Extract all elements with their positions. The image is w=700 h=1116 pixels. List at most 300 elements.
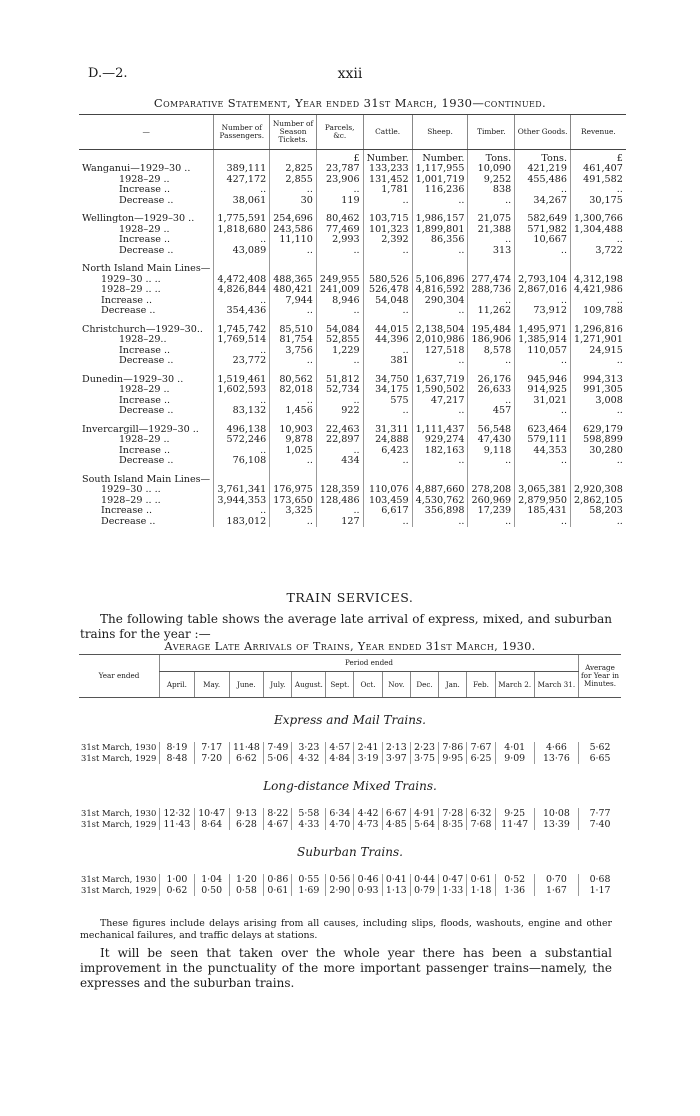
column-header: Revenue. [571, 115, 626, 150]
table-cell: 11,262 [468, 306, 515, 317]
table-cell: 3·75 [410, 753, 438, 764]
spacer-cell [515, 467, 571, 475]
table-cell: 929,274 [412, 435, 468, 446]
unit-cell: Number. [412, 150, 468, 165]
table-cell: 101,323 [363, 225, 412, 236]
table-cell: 526,478 [363, 285, 412, 296]
month-header: July. [264, 672, 292, 698]
table-cell: 6·62 [229, 753, 264, 764]
table-cell: 3,065,381 [515, 485, 571, 496]
table-cell: .. [214, 506, 270, 517]
table-cell: 6·32 [467, 808, 495, 819]
table-cell: 623,464 [515, 425, 571, 436]
year-ended-header: Year ended [79, 655, 160, 698]
table-cell: 2·41 [354, 742, 382, 753]
row-label: Dunedin—1929–30 .. [82, 373, 184, 385]
table-cell: .. [363, 246, 412, 257]
table-cell: 1,229 [316, 346, 363, 357]
table-cell: 0·61 [264, 885, 292, 896]
row-label: 1928–29 .. [119, 173, 170, 185]
table-cell: .. [515, 356, 571, 367]
row-label: Decrease .. [119, 455, 174, 466]
table-cell: 0·68 [579, 874, 622, 885]
table-cell: 34,750 [363, 375, 412, 386]
table-cell: .. [270, 396, 317, 407]
unit-cell: Tons. [515, 150, 571, 165]
table-cell: 44,353 [515, 446, 571, 457]
table-cell: 2,138,504 [412, 325, 468, 336]
table-cell: 52,855 [316, 335, 363, 346]
table-cell: .. [412, 517, 468, 528]
table-cell: 182,163 [412, 446, 468, 457]
table-cell: 2·13 [382, 742, 410, 753]
table-cell: 4,530,762 [412, 496, 468, 507]
table-cell: 5·58 [292, 808, 326, 819]
month-header: May. [194, 672, 229, 698]
table-cell: .. [515, 296, 571, 307]
table-cell: 9,878 [270, 435, 317, 446]
table-cell: 4·70 [326, 819, 354, 830]
section-caption: Suburban Trains. [297, 844, 403, 859]
table-cell: 6·25 [467, 753, 495, 764]
table-cell: .. [571, 356, 626, 367]
row-label: Wanganui—1929–30 .. [82, 163, 191, 174]
table-cell: 1,025 [270, 446, 317, 457]
empty-cell [270, 264, 317, 275]
table-cell: .. [363, 346, 412, 357]
table-cell: 254,696 [270, 214, 317, 225]
table-cell: 2,793,104 [515, 275, 571, 286]
table-cell: 3,944,353 [214, 496, 270, 507]
table-cell: 4,472,408 [214, 275, 270, 286]
row-label: 1928–29 .. .. [101, 284, 161, 295]
table-cell: 127,518 [412, 346, 468, 357]
table-cell: 119 [316, 196, 363, 207]
spacer-cell [412, 256, 468, 264]
table-row [79, 808, 621, 819]
table-cell: 1,304,488 [571, 225, 626, 236]
table-cell: 7·77 [579, 808, 622, 819]
table-cell: 0·56 [326, 874, 354, 885]
row-label: 31st March, 1929 [81, 819, 157, 829]
table-cell: .. [316, 396, 363, 407]
table-cell: 4·32 [292, 753, 326, 764]
section-caption-row [79, 830, 621, 874]
table-cell: .. [270, 517, 317, 528]
conclusion-paragraph: It will be seen that taken over the whole year there has been a substantial improvement in the punctuality of the more important passenger trains—namely, the expresses and the suburban trains. [80, 946, 612, 990]
table-cell: 21,388 [468, 225, 515, 236]
spacer-cell [571, 467, 626, 475]
table-cell: 11,110 [270, 235, 317, 246]
table-cell: 186,906 [468, 335, 515, 346]
train-services-intro: The following table shows the average late arrival of express, mixed, and suburban trains for the year :— [80, 612, 612, 641]
table-cell: 43,089 [214, 246, 270, 257]
row-label: Christchurch—1929–30.. [82, 323, 203, 335]
table-cell: 9,252 [468, 175, 515, 186]
table-cell: .. [571, 185, 626, 196]
table-cell: 1·13 [382, 885, 410, 896]
table-cell: 82,018 [270, 385, 317, 396]
table-cell: 56,548 [468, 425, 515, 436]
table-cell: 1,296,816 [571, 325, 626, 336]
table-cell: 6·28 [229, 819, 264, 830]
table-cell: 491,582 [571, 175, 626, 186]
delays-note: These figures include delays arising from all causes, including slips, floods, washouts, engine and other mechanical failures, and traffic delays at stations. [80, 918, 612, 941]
table-cell: 2,392 [363, 235, 412, 246]
late-arrivals-table [79, 654, 621, 896]
spacer-cell [412, 467, 468, 475]
table-row [79, 185, 626, 196]
table-cell: 30,175 [571, 196, 626, 207]
period-ended-header: Period ended [160, 655, 579, 672]
month-header: March 31. [534, 672, 578, 698]
table-cell: .. [214, 185, 270, 196]
table-cell: 9·25 [495, 808, 534, 819]
table-cell: 1,775,591 [214, 214, 270, 225]
empty-cell [316, 264, 363, 275]
table-cell: 173,650 [270, 496, 317, 507]
table-cell: 7·40 [579, 819, 622, 830]
unit-cell: £ [571, 150, 626, 165]
table-cell: 2,920,308 [571, 485, 626, 496]
table-cell: 6·65 [579, 753, 622, 764]
unit-cell [79, 150, 214, 165]
row-label: Increase .. [119, 394, 171, 406]
table-cell: 277,474 [468, 275, 515, 286]
comparative-table [79, 114, 626, 527]
row-label: Increase .. [119, 184, 171, 195]
table-cell: 2,855 [270, 175, 317, 186]
table-cell: 116,236 [412, 185, 468, 196]
table-cell: 30,280 [571, 446, 626, 457]
page-number: xxii [337, 66, 363, 82]
table-cell: 26,176 [468, 375, 515, 386]
table-cell: .. [270, 456, 317, 467]
month-header: Sept. [326, 672, 354, 698]
table-cell: .. [468, 456, 515, 467]
table-row [79, 246, 626, 257]
table-cell: 2,010,986 [412, 335, 468, 346]
row-label: 1928–29 .. [119, 434, 170, 445]
table-cell: 11·48 [229, 742, 264, 753]
section-caption: Express and Mail Trains. [274, 712, 426, 727]
table-cell: 54,084 [316, 325, 363, 336]
table-cell: 38,061 [214, 196, 270, 207]
table-cell: 47,430 [468, 435, 515, 446]
table-row [79, 456, 626, 467]
table-cell: 1,637,719 [412, 375, 468, 386]
table-cell: .. [571, 406, 626, 417]
group-heading: North Island Main Lines— [82, 263, 211, 274]
table-cell: 10·08 [534, 808, 578, 819]
table-cell: 9,118 [468, 446, 515, 457]
table-cell: 3,756 [270, 346, 317, 357]
table-cell: .. [412, 406, 468, 417]
table-cell: 6·34 [326, 808, 354, 819]
table-row [79, 306, 626, 317]
unit-cell [214, 150, 270, 165]
spacer-cell [363, 467, 412, 475]
table-cell: 0·62 [160, 885, 195, 896]
row-label: Increase .. [119, 344, 171, 356]
table-cell: 4,421,986 [571, 285, 626, 296]
table-cell: 1,495,971 [515, 325, 571, 336]
table-cell: 3,722 [571, 246, 626, 257]
table-cell: 195,484 [468, 325, 515, 336]
table-cell: 1,001,719 [412, 175, 468, 186]
table-cell: 455,486 [515, 175, 571, 186]
column-header: Timber. [468, 115, 515, 150]
table-cell: 51,812 [316, 375, 363, 386]
table-cell: 1·36 [495, 885, 534, 896]
table-cell: 243,586 [270, 225, 317, 236]
table-cell: 30 [270, 196, 317, 207]
table-cell: 23,906 [316, 175, 363, 186]
table-row [79, 214, 626, 225]
column-header: Number of Season Tickets. [270, 115, 317, 150]
table-cell: .. [468, 235, 515, 246]
section-caption-row [79, 764, 621, 808]
table-cell: 3·97 [382, 753, 410, 764]
table-cell: .. [515, 185, 571, 196]
table-cell: 1,818,680 [214, 225, 270, 236]
table-cell: 128,486 [316, 496, 363, 507]
table-row [79, 335, 626, 346]
table-cell: 11·47 [495, 819, 534, 830]
table-row [79, 517, 626, 528]
table-cell: 0·93 [354, 885, 382, 896]
table-cell: 8·64 [194, 819, 229, 830]
table-cell: 4·67 [264, 819, 292, 830]
table-cell: .. [316, 356, 363, 367]
table-cell: 26,633 [468, 385, 515, 396]
empty-cell [468, 264, 515, 275]
table-cell: .. [571, 235, 626, 246]
table-cell: 6,617 [363, 506, 412, 517]
table-cell: 4·84 [326, 753, 354, 764]
table-row [79, 885, 621, 896]
table-cell: 1,986,157 [412, 214, 468, 225]
table-cell: 8,946 [316, 296, 363, 307]
unit-cell: £ [316, 150, 363, 165]
table-cell: 945,946 [515, 375, 571, 386]
table-cell: 571,982 [515, 225, 571, 236]
table-cell: 0·70 [534, 874, 578, 885]
table-cell: 1·67 [534, 885, 578, 896]
table-cell: .. [316, 306, 363, 317]
table-cell: 457 [468, 406, 515, 417]
row-label: 31st March, 1929 [81, 885, 157, 895]
row-label: 1929–30 .. .. [101, 484, 161, 495]
table-cell: 8·48 [160, 753, 195, 764]
table-cell: 4·85 [382, 819, 410, 830]
table-cell: 76,108 [214, 456, 270, 467]
late-arrivals-title: Average Late Arrivals of Trains, Year ended 31st March, 1930. [164, 640, 536, 653]
table-cell: 8·22 [264, 808, 292, 819]
table-cell: 0·55 [292, 874, 326, 885]
table-cell: .. [412, 306, 468, 317]
table-cell: 922 [316, 406, 363, 417]
page-reference: D.—2. [88, 66, 128, 81]
table-cell: 241,009 [316, 285, 363, 296]
table-cell: .. [468, 356, 515, 367]
table-cell: 488,365 [270, 275, 317, 286]
table-cell: 260,969 [468, 496, 515, 507]
group-heading: South Island Main Lines— [82, 473, 211, 485]
table-cell: 0·41 [382, 874, 410, 885]
table-cell: 13·39 [534, 819, 578, 830]
table-cell: 598,899 [571, 435, 626, 446]
spacer-cell [270, 256, 317, 264]
table-row [79, 385, 626, 396]
table-cell: 313 [468, 246, 515, 257]
spacer-cell [515, 256, 571, 264]
row-label: 31st March, 1930 [81, 808, 157, 818]
spacer-cell [214, 467, 270, 475]
table-cell: 1,117,955 [412, 164, 468, 175]
section-caption: Long-distance Mixed Trains. [263, 778, 437, 793]
table-cell: 9·95 [439, 753, 467, 764]
column-header: Cattle. [363, 115, 412, 150]
spacer-cell [316, 256, 363, 264]
table-cell: 12·32 [160, 808, 195, 819]
table-cell: 5·64 [410, 819, 438, 830]
table-cell: 1,271,901 [571, 335, 626, 346]
spacer-cell [270, 467, 317, 475]
table-cell: 7,944 [270, 296, 317, 307]
table-cell: 2·90 [326, 885, 354, 896]
table-cell: 2,993 [316, 235, 363, 246]
table-cell: 582,649 [515, 214, 571, 225]
table-cell: 0·46 [354, 874, 382, 885]
table-cell: 1·20 [229, 874, 264, 885]
table-cell: 23,787 [316, 164, 363, 175]
table-cell: 8,578 [468, 346, 515, 357]
row-label: Decrease .. [119, 405, 174, 416]
table-cell: 4·57 [326, 742, 354, 753]
table-cell: 9·13 [229, 808, 264, 819]
table-cell: 23,772 [214, 356, 270, 367]
table-cell: 1·04 [194, 874, 229, 885]
table-cell: 1,519,461 [214, 375, 270, 386]
table-cell: 1·69 [292, 885, 326, 896]
table-row [79, 196, 626, 207]
table-cell: 80,462 [316, 214, 363, 225]
row-label: Wellington—1929–30 .. [82, 213, 195, 224]
table-cell: .. [363, 306, 412, 317]
table-row [79, 742, 621, 753]
spacer-cell [214, 256, 270, 264]
empty-cell [412, 264, 468, 275]
table-row [79, 874, 621, 885]
table-cell: .. [363, 456, 412, 467]
column-header: Number of Passengers. [214, 115, 270, 150]
average-header: Average for Year in Minutes. [579, 655, 622, 698]
table-cell: 4,312,198 [571, 275, 626, 286]
table-cell: 0·50 [194, 885, 229, 896]
row-label: Increase .. [101, 505, 153, 516]
table-cell: 7·20 [194, 753, 229, 764]
table-cell: 4,816,592 [412, 285, 468, 296]
table-row [79, 406, 626, 417]
table-cell: 110,057 [515, 346, 571, 357]
table-cell: 185,431 [515, 506, 571, 517]
table-cell: 5·62 [579, 742, 622, 753]
table-cell: 0·52 [495, 874, 534, 885]
row-label: 1928–29.. [119, 334, 167, 345]
table-cell: .. [214, 346, 270, 357]
table-cell: .. [412, 456, 468, 467]
table-cell: 288,736 [468, 285, 515, 296]
row-label: Decrease .. [119, 194, 174, 206]
table-cell: 1·33 [439, 885, 467, 896]
table-cell: 0·58 [229, 885, 264, 896]
table-cell: .. [270, 356, 317, 367]
table-cell: .. [363, 406, 412, 417]
table-cell: 4·73 [354, 819, 382, 830]
table-cell: 3,325 [270, 506, 317, 517]
table-cell: 183,012 [214, 517, 270, 528]
table-cell: 8·35 [439, 819, 467, 830]
table-cell: 6·67 [382, 808, 410, 819]
table-cell: 4·66 [534, 742, 578, 753]
table-cell: 1,602,593 [214, 385, 270, 396]
table-cell: 991,305 [571, 385, 626, 396]
row-label: Increase .. [101, 294, 153, 306]
table-cell: 58,203 [571, 506, 626, 517]
table-cell: .. [571, 296, 626, 307]
table-cell: 914,925 [515, 385, 571, 396]
table-cell: 496,138 [214, 425, 270, 436]
table-cell: 73,912 [515, 306, 571, 317]
table-cell: 7·68 [467, 819, 495, 830]
row-label: 1928–29 .. [119, 384, 170, 395]
table-cell: 421,219 [515, 164, 571, 175]
table-cell: 44,396 [363, 335, 412, 346]
table-cell: 580,526 [363, 275, 412, 286]
month-header: Jan. [439, 672, 467, 698]
table-cell: 10·47 [194, 808, 229, 819]
table-cell: 9·09 [495, 753, 534, 764]
table-cell: 34,175 [363, 385, 412, 396]
table-cell: 24,888 [363, 435, 412, 446]
table-cell: 11·43 [160, 819, 195, 830]
table-cell: 1,899,801 [412, 225, 468, 236]
table-cell: 290,304 [412, 296, 468, 307]
table-cell: 838 [468, 185, 515, 196]
table-cell: 17,239 [468, 506, 515, 517]
table-cell: 1,300,766 [571, 214, 626, 225]
group-heading-row [79, 264, 626, 275]
table-cell: .. [214, 296, 270, 307]
table-cell: 81,754 [270, 335, 317, 346]
table-cell: .. [571, 456, 626, 467]
table-row [79, 753, 621, 764]
month-header: August. [292, 672, 326, 698]
table-cell: 2,862,105 [571, 496, 626, 507]
table-cell: 10,090 [468, 164, 515, 175]
table-cell: .. [515, 456, 571, 467]
spacer-cell [468, 467, 515, 475]
unit-cell [270, 150, 317, 165]
table-cell: 579,111 [515, 435, 571, 446]
table-cell: 278,208 [468, 485, 515, 496]
table-row [79, 356, 626, 367]
row-label: Invercargill—1929–30 .. [82, 423, 199, 435]
table-cell: 10,667 [515, 235, 571, 246]
table-cell: 480,421 [270, 285, 317, 296]
table-cell: 8·19 [160, 742, 195, 753]
